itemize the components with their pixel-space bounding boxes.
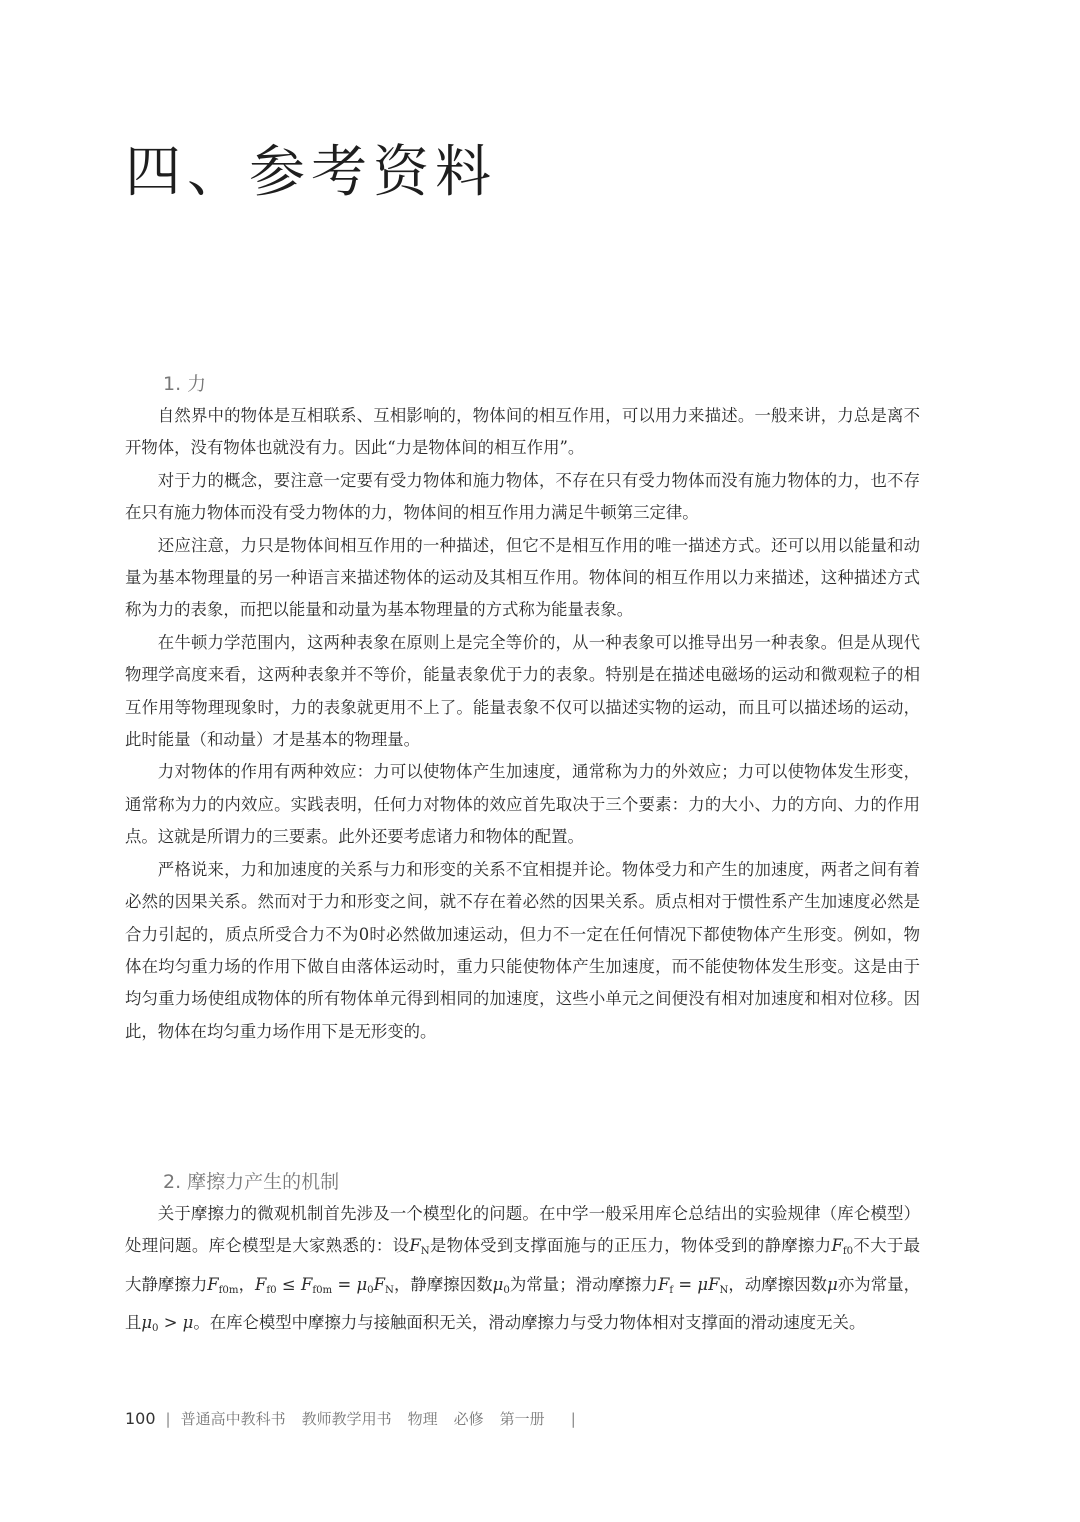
- section-heading-friction: 2. 摩擦力产生的机制: [163, 1171, 340, 1193]
- paragraph: 严格说来，力和加速度的关系与力和形变的关系不宜相提并论。物体受力和产生的加速度，两者之间有着必然的因果关系。然而对于力和形变之间，就不存在着必然的因果关系。质点相对于惯性系产生加速度必然是合力引起的，质点所受合力不为0时必然做加速运动，但力不一定在任何情况下都使物体产生形变。例如，物体在均匀重力场的作用下做自由落体运动时，重力只能使物体产生加速度，而不能使物体发生形变。这是由于均匀重力场使组成物体的所有物体单元得到相同的加速度，这些小单元之间便没有相对加速度和相对位移。因此，物体在均匀重力场作用下是无形变的。: [125, 859, 920, 1041]
- paragraph: 还应注意，力只是物体间相互作用的一种描述，但它不是相互作用的唯一描述方式。还可以用以能量和动量为基本物理量的另一种语言来描述物体的运动及其相互作用。物体间的相互作用以力来描述，这种描述方式称为力的表象，而把以能量和动量为基本物理量的方式称为能量表象。: [125, 535, 920, 620]
- footer-separator: |: [570, 1410, 576, 1428]
- chapter-title: 四、参考资料: [125, 140, 497, 205]
- paragraph: 对于力的概念，要注意一定要有受力物体和施力物体，不存在只有受力物体而没有施力物体的力，也不存在只有施力物体而没有受力物体的力，物体间的相互作用力满足牛顿第三定律。: [125, 470, 920, 523]
- page-number: 100: [125, 1409, 156, 1428]
- footer-book-label: 必修: [453, 1410, 484, 1428]
- footer-separator: |: [165, 1410, 171, 1428]
- section-force: [125, 368, 920, 1048]
- footer-book-label: 普通高中教科书: [180, 1410, 286, 1428]
- footer-book-label: 教师教学用书: [301, 1410, 392, 1428]
- paragraph: 在牛顿力学范围内，这两种表象在原则上是完全等价的，从一种表象可以推导出另一种表象。但是从现代物理学高度来看，这两种表象并不等价，能量表象优于力的表象。特别是在描述电磁场的运动和微观粒子的相互作用等物理现象时，力的表象就更用不上了。能量表象不仅可以描述实物的运动，而且可以描述场的运动，此时能量（和动量）才是基本的物理量。: [125, 632, 920, 750]
- paragraph-friction-model: 关于摩擦力的微观机制首先涉及一个模型化的问题。在中学一般采用库仑总结出的实验规律（库仑模型）处理问题。库仑模型是大家熟悉的：设$F_N$是物体受到支撑面施与的正压力，物体受到的静摩擦力$F_{f0}$不大于最大静摩擦力$F_{f0m}$，$F_{f0} \le F_{f0m} = \mu_0F_N$，静摩擦因数$\mu_0$为常量；滑动摩擦力$F_f = \mu F_N$，动摩擦因数μ亦为常量，且$\mu_0 > \mu$。在库仑模型中摩擦力与接触面积无关，滑动摩擦力与受力物体相对支撑面的滑动速度无关。: [125, 1204, 921, 1334]
- section-heading-force: 1. 力: [163, 373, 207, 395]
- footer-book-label: 物理: [407, 1410, 438, 1428]
- footer-book-label: 第一册: [499, 1410, 545, 1428]
- paragraph: 力对物体的作用有两种效应：力可以使物体产生加速度，通常称为力的外效应；力可以使物体发生形变，通常称为力的内效应。实践表明，任何力对物体的效应首先取决于三个要素：力的大小、力的方向、力的作用点。这就是所谓力的三要素。此外还要考虑诸力和物体的配置。: [125, 762, 920, 847]
- page-footer: [125, 1408, 586, 1429]
- section-friction-mechanism: [125, 1166, 920, 1345]
- paragraph: 自然界中的物体是互相联系、互相影响的，物体间的相互作用，可以用力来描述。一般来讲，力总是离不开物体，没有物体也就没有力。因此“力是物体间的相互作用”。: [125, 406, 920, 458]
